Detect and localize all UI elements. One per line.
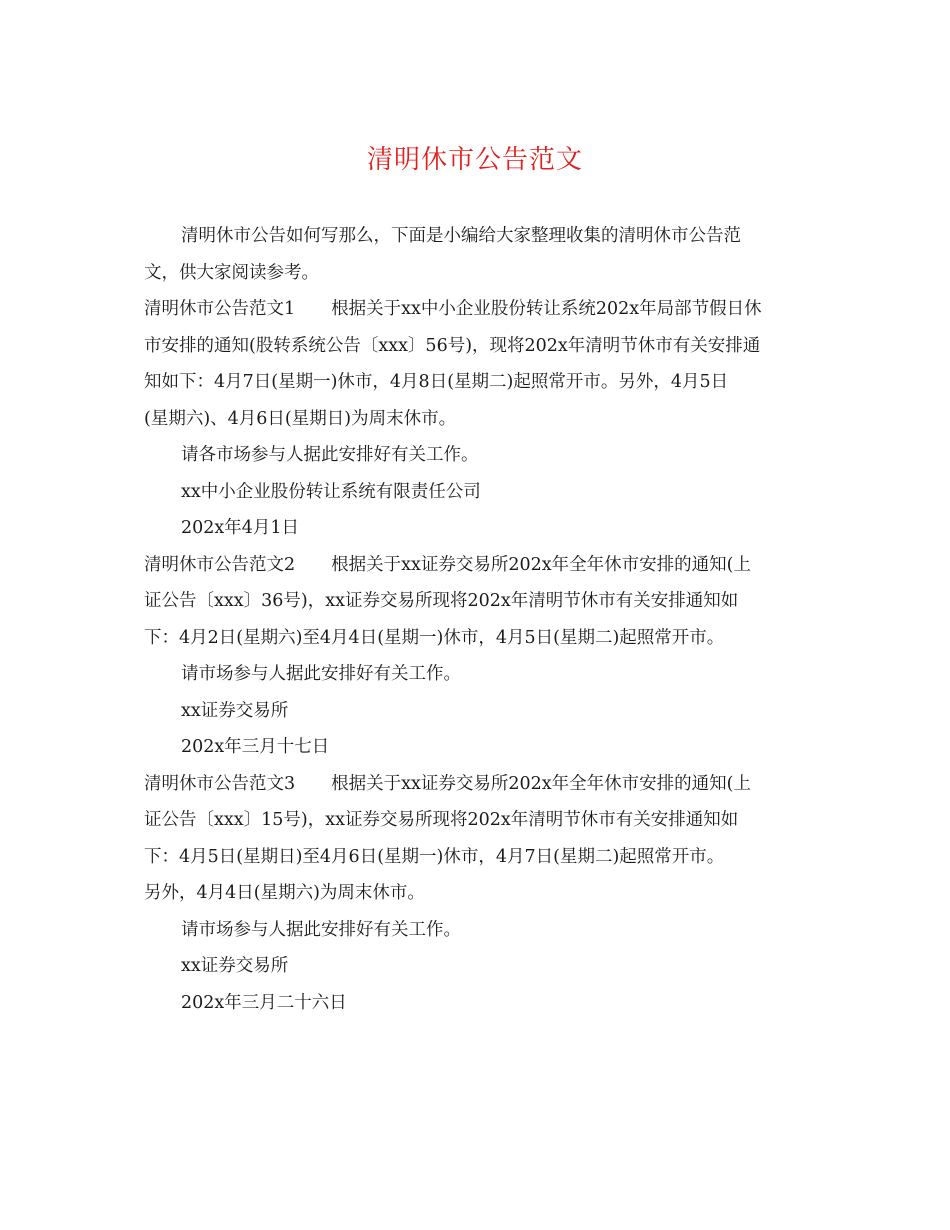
sample1-line-3: 知如下：4月7日(星期一)休市，4月8日(星期二)起照常开市。另外，4月5日	[144, 372, 729, 392]
sample2-date: 202x年三月十七日	[181, 737, 330, 757]
sample3-line-1: 根据关于xx证券交易所202x年全年休市安排的通知(上	[331, 773, 751, 794]
intro-line-2: 文，供大家阅读参考。	[144, 262, 319, 283]
sample1-line-4: (星期六)、4月6日(星期日)为周末休市。	[144, 408, 457, 429]
sample1-first-line	[144, 291, 816, 328]
sample3-first-line	[144, 766, 816, 803]
sample2-line-2: 证公告〔xxx〕36号)，xx证券交易所现将202x年清明节休市有关安排通知如	[144, 591, 739, 611]
sample3-date: 202x年三月二十六日	[181, 992, 347, 1013]
sample1-heading: 清明休市公告范文1	[144, 299, 296, 319]
sample2-line-1: 根据关于xx证券交易所202x年全年休市安排的通知(上	[331, 554, 751, 575]
sample1-line-1: 根据关于xx中小企业股份转让系统202x年局部节假日休	[331, 299, 762, 319]
intro-line-1: 清明休市公告如何写那么，下面是小编给大家整理收集的清明休市公告范	[181, 226, 741, 246]
sample3-line-2: 证公告〔xxx〕15号)，xx证券交易所现将202x年清明节休市有关安排通知如	[144, 810, 739, 830]
sample1-signer: xx中小企业股份转让系统有限责任公司	[181, 481, 481, 502]
sample3-signer: xx证券交易所	[181, 956, 289, 976]
sample1-line-2: 市安排的通知(股转系统公告〔xxx〕56号)，现将202x年清明节休市有关安排通	[144, 335, 761, 356]
sample1-request: 请各市场参与人据此安排好有关工作。	[181, 445, 479, 465]
sample2-first-line	[144, 547, 816, 584]
sample3-heading: 清明休市公告范文3	[144, 773, 296, 794]
sample3-line-3: 下：4月5日(星期日)至4月6日(星期一)休市，4月7日(星期二)起照常开市。	[144, 846, 725, 867]
document-body	[144, 218, 816, 1021]
sample3-line-4: 另外，4月4日(星期六)为周末休市。	[144, 883, 425, 903]
sample1-date: 202x年4月1日	[181, 518, 300, 538]
sample2-signer: xx证券交易所	[181, 700, 289, 721]
document-title: 清明休市公告范文	[366, 145, 583, 175]
sample2-request: 请市场参与人据此安排好有关工作。	[181, 664, 461, 684]
sample2-line-3: 下：4月2日(星期六)至4月4日(星期一)休市，4月5日(星期二)起照常开市。	[144, 627, 725, 648]
sample3-request: 请市场参与人据此安排好有关工作。	[181, 919, 461, 940]
sample2-heading: 清明休市公告范文2	[144, 554, 296, 575]
